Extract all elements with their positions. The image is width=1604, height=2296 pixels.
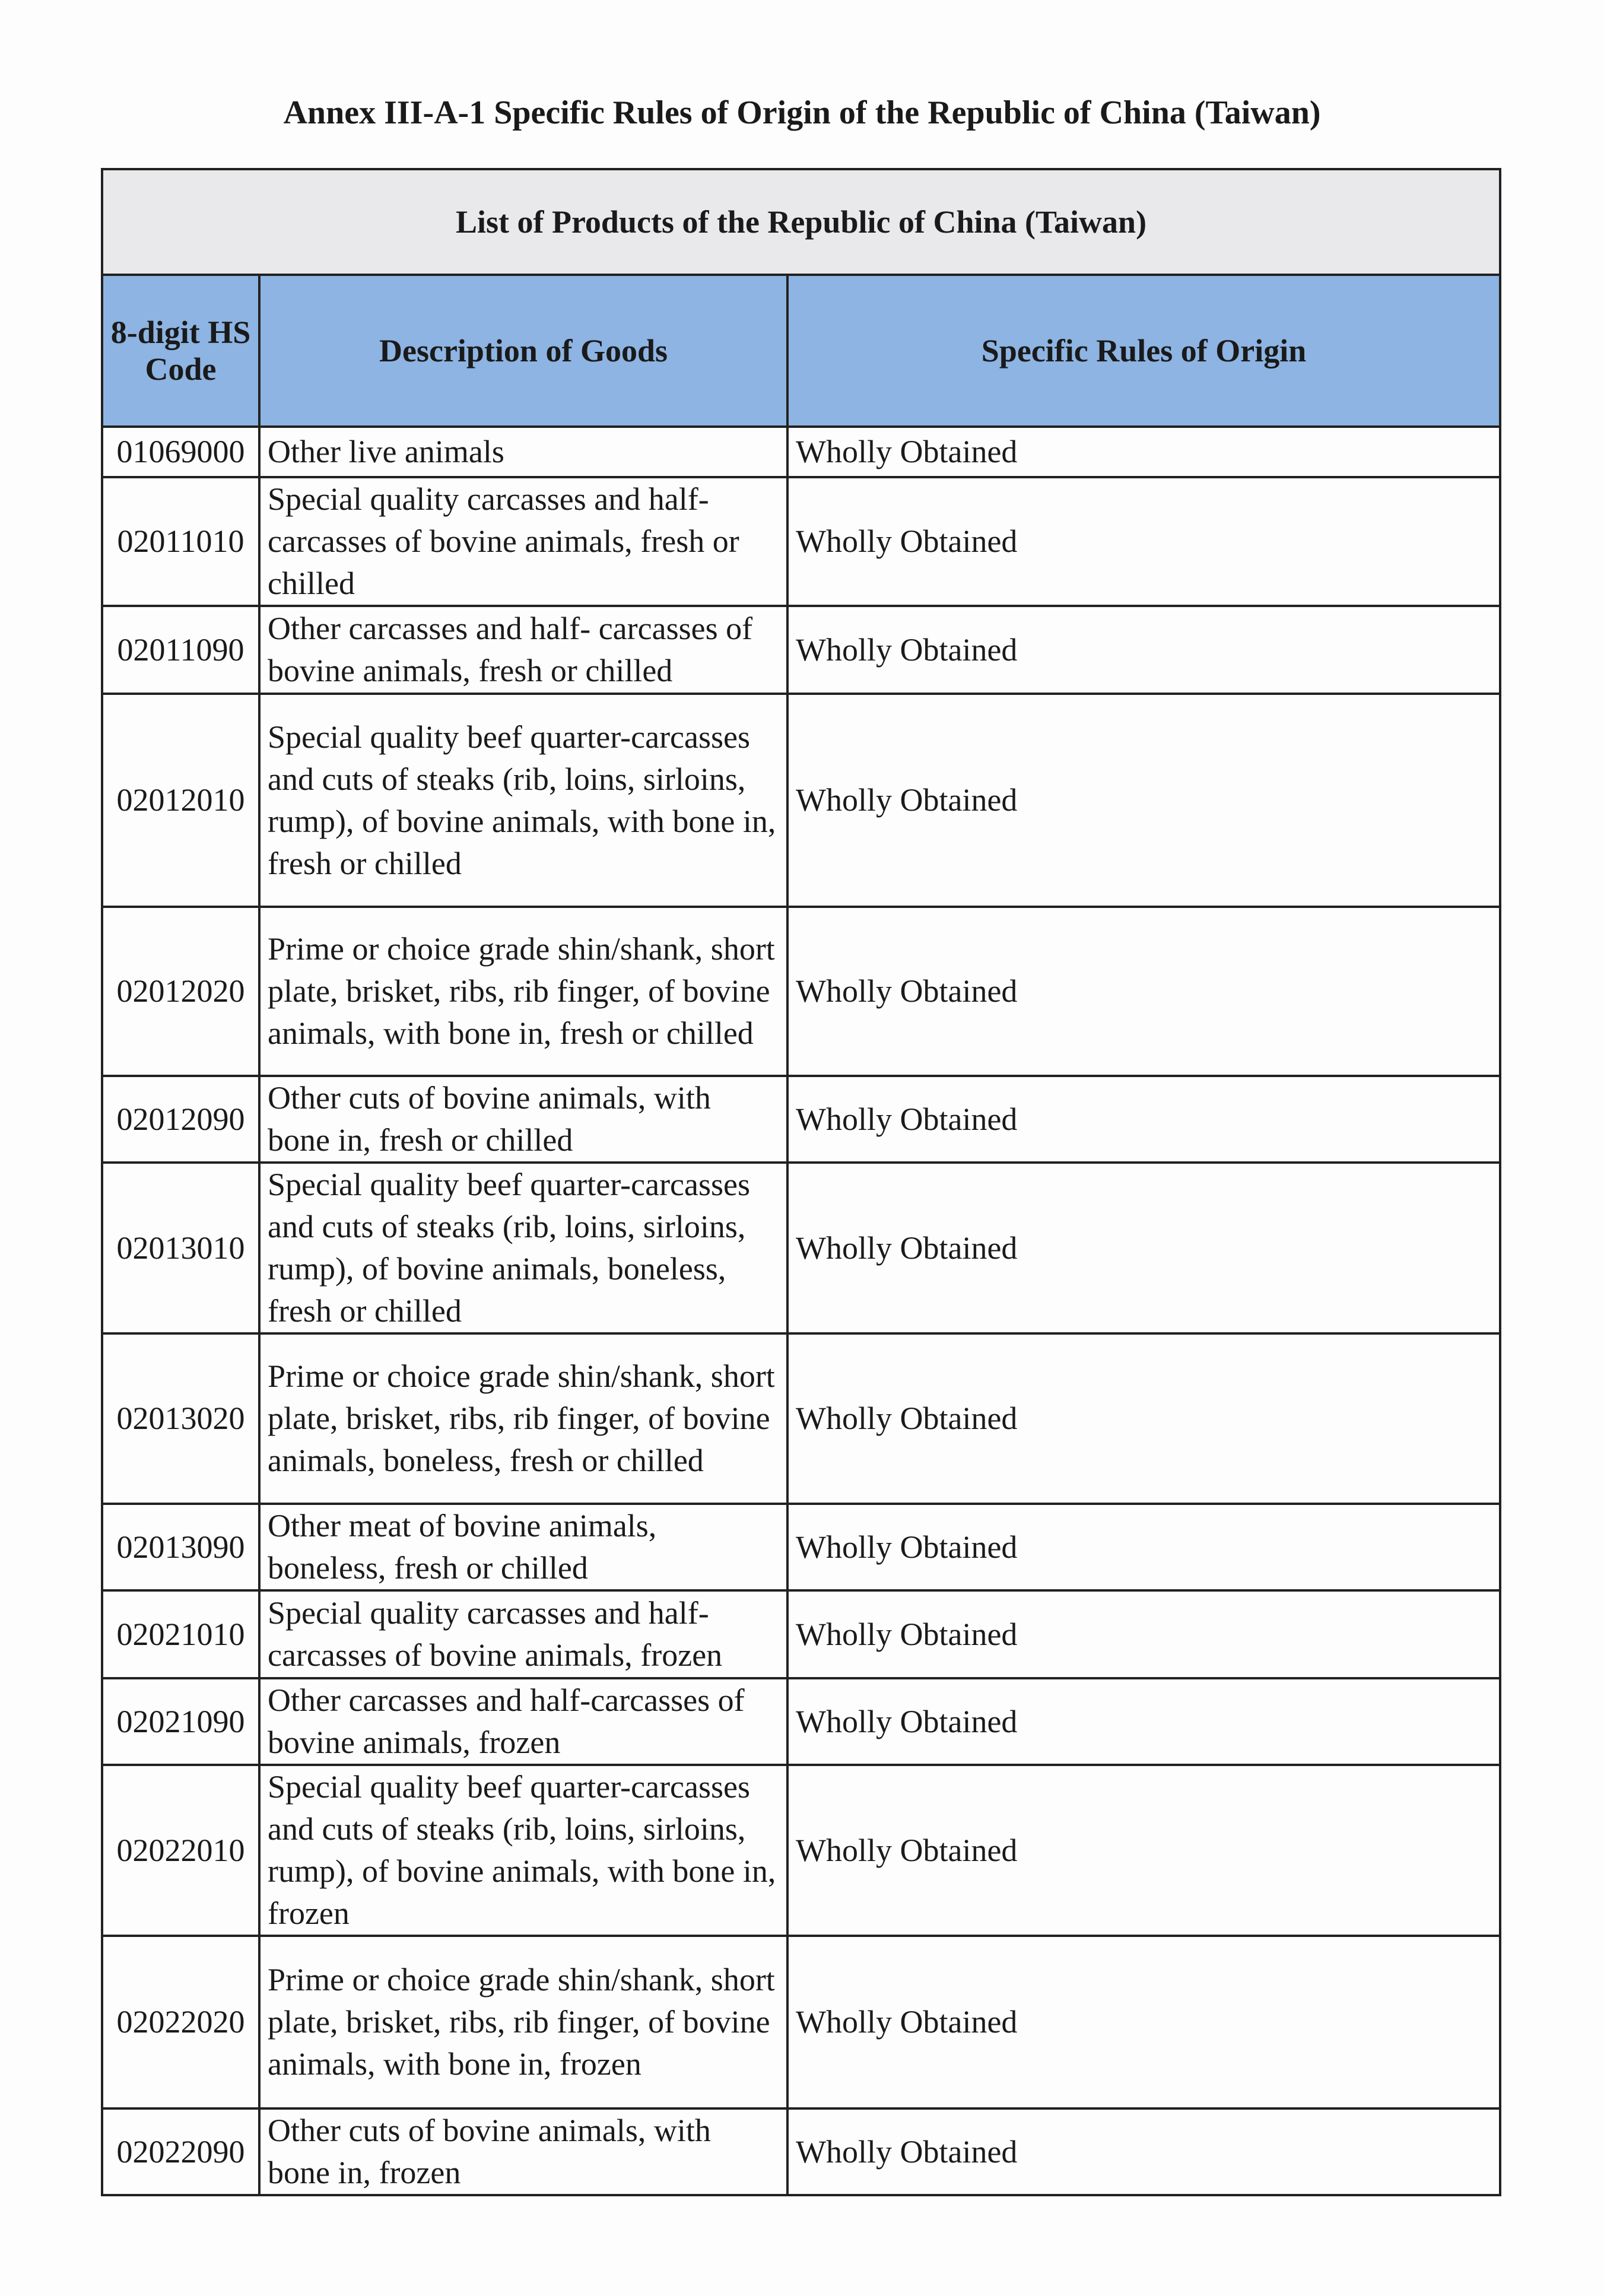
hs-code-cell: 02022010 xyxy=(102,1765,259,1936)
page-title: Annex III-A-1 Specific Rules of Origin of the Republic of China (Taiwan) xyxy=(283,94,1321,131)
header-hs-code: 8-digit HS Code xyxy=(102,275,259,427)
table-row xyxy=(102,1076,1500,1163)
description-cell: Other cuts of bovine animals, with bone in, fresh or chilled xyxy=(259,1076,787,1163)
hs-code-cell: 02013020 xyxy=(102,1333,259,1504)
hs-code-cell: 02011010 xyxy=(102,477,259,606)
hs-code-cell: 02022020 xyxy=(102,1936,259,2108)
hs-code-cell: 01069000 xyxy=(102,427,259,477)
hs-code-cell: 02022090 xyxy=(102,2108,259,2195)
description-cell: Special quality beef quarter-carcasses and cuts of steaks (rib, loins, sirloins, rump), of bovine animals, boneless, fresh or chilled xyxy=(259,1163,787,1333)
table-row xyxy=(102,477,1500,606)
hs-code-cell: 02021010 xyxy=(102,1590,259,1678)
description-cell: Special quality carcasses and half-carcasses of bovine animals, frozen xyxy=(259,1590,787,1678)
table-row xyxy=(102,427,1500,477)
table-row xyxy=(102,694,1500,907)
table-body xyxy=(102,427,1500,2195)
hs-code-cell: 02012090 xyxy=(102,1076,259,1163)
rule-cell: Wholly Obtained xyxy=(787,2108,1500,2195)
table-row xyxy=(102,2108,1500,2195)
rule-cell: Wholly Obtained xyxy=(787,694,1500,907)
table-row xyxy=(102,1504,1500,1590)
table-row xyxy=(102,1333,1500,1504)
description-cell: Other carcasses and half- carcasses of bovine animals, fresh or chilled xyxy=(259,606,787,694)
hs-code-cell: 02013090 xyxy=(102,1504,259,1590)
hs-code-cell: 02021090 xyxy=(102,1678,259,1765)
rule-cell: Wholly Obtained xyxy=(787,606,1500,694)
rule-cell: Wholly Obtained xyxy=(787,427,1500,477)
description-cell: Special quality beef quarter-carcasses and cuts of steaks (rib, loins, sirloins, rump), of bovine animals, with bone in, fresh or chilled xyxy=(259,694,787,907)
hs-code-cell: 02011090 xyxy=(102,606,259,694)
description-cell: Special quality carcasses and half-carcasses of bovine animals, fresh or chilled xyxy=(259,477,787,606)
description-cell: Prime or choice grade shin/shank, short plate, brisket, ribs, rib finger, of bovine animals, boneless, fresh or chilled xyxy=(259,1333,787,1504)
table-row xyxy=(102,907,1500,1076)
rule-cell: Wholly Obtained xyxy=(787,477,1500,606)
rule-cell: Wholly Obtained xyxy=(787,1163,1500,1333)
description-cell: Other carcasses and half-carcasses of bovine animals, frozen xyxy=(259,1678,787,1765)
table-row xyxy=(102,1163,1500,1333)
rule-cell: Wholly Obtained xyxy=(787,1076,1500,1163)
rule-cell: Wholly Obtained xyxy=(787,1504,1500,1590)
description-cell: Prime or choice grade shin/shank, short plate, brisket, ribs, rib finger, of bovine animals, with bone in, frozen xyxy=(259,1936,787,2108)
rule-cell: Wholly Obtained xyxy=(787,1678,1500,1765)
rules-of-origin-table xyxy=(101,168,1501,2196)
description-cell: Other live animals xyxy=(259,427,787,477)
hs-code-cell: 02012020 xyxy=(102,907,259,1076)
rule-cell: Wholly Obtained xyxy=(787,907,1500,1076)
description-cell: Other cuts of bovine animals, with bone in, frozen xyxy=(259,2108,787,2195)
table-row xyxy=(102,1765,1500,1936)
description-cell: Special quality beef quarter-carcasses and cuts of steaks (rib, loins, sirloins, rump), of bovine animals, with bone in, frozen xyxy=(259,1765,787,1936)
table-row xyxy=(102,1678,1500,1765)
table-row xyxy=(102,1590,1500,1678)
header-rules: Specific Rules of Origin xyxy=(787,275,1500,427)
description-cell: Prime or choice grade shin/shank, short plate, brisket, ribs, rib finger, of bovine animals, with bone in, fresh or chilled xyxy=(259,907,787,1076)
description-cell: Other meat of bovine animals, boneless, fresh or chilled xyxy=(259,1504,787,1590)
rule-cell: Wholly Obtained xyxy=(787,1765,1500,1936)
rule-cell: Wholly Obtained xyxy=(787,1936,1500,2108)
rule-cell: Wholly Obtained xyxy=(787,1333,1500,1504)
hs-code-cell: 02013010 xyxy=(102,1163,259,1333)
rule-cell: Wholly Obtained xyxy=(787,1590,1500,1678)
table-row xyxy=(102,1936,1500,2108)
header-description: Description of Goods xyxy=(259,275,787,427)
table-caption: List of Products of the Republic of China (Taiwan) xyxy=(102,169,1500,275)
hs-code-cell: 02012010 xyxy=(102,694,259,907)
table-row xyxy=(102,606,1500,694)
